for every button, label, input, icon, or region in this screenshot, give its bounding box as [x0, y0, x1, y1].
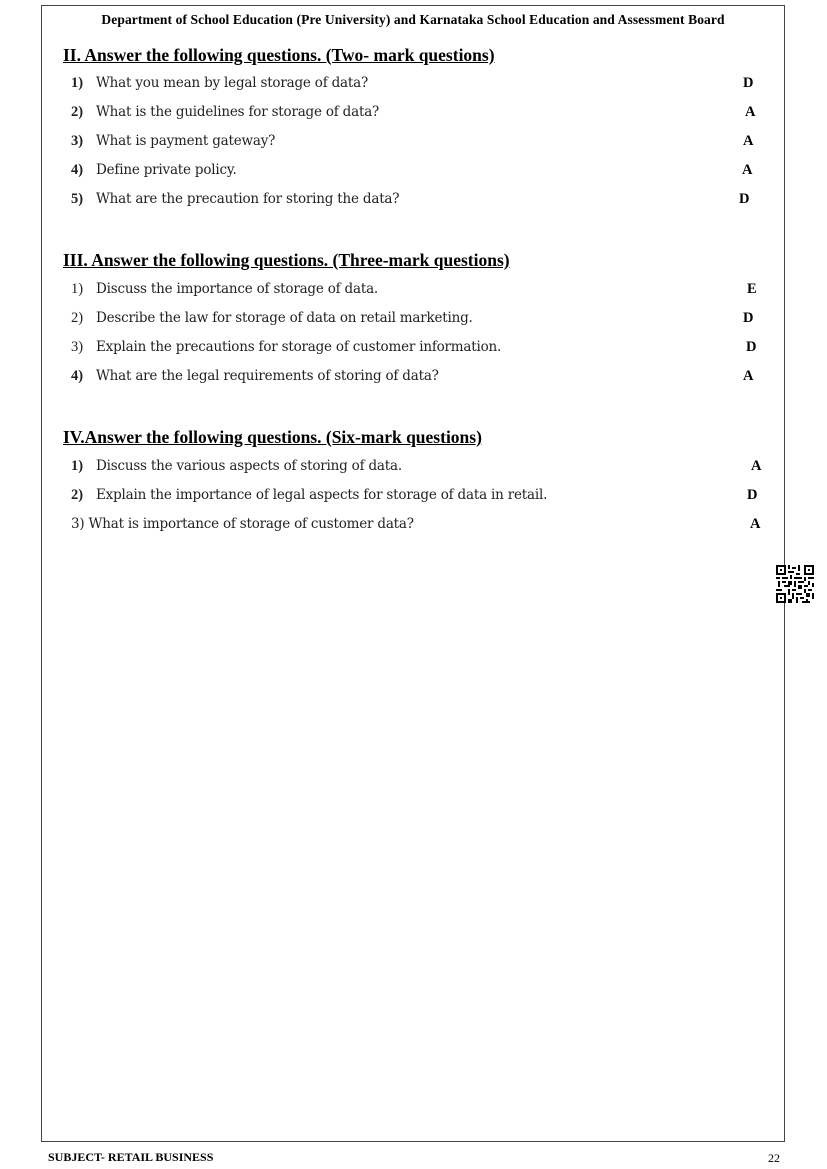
page-header: Department of School Education (Pre University) and Karnataka School Education and Assessment Board	[101, 12, 725, 27]
difficulty-level: D	[743, 75, 754, 91]
question-item	[63, 275, 762, 304]
difficulty-level: A	[750, 516, 761, 532]
difficulty-level: D	[743, 310, 754, 326]
question-text: What are the precaution for storing the data?	[96, 191, 400, 207]
difficulty-level: D	[747, 487, 758, 503]
section-six-mark	[63, 425, 762, 539]
question-item	[63, 98, 762, 127]
question-item	[63, 185, 762, 214]
difficulty-level: A	[742, 162, 753, 178]
question-number: 1)	[71, 75, 84, 91]
question-text: What you mean by legal storage of data?	[96, 75, 368, 91]
section-title: IV.Answer the following questions. (Six-mark questions)	[63, 427, 482, 447]
question-text: What is payment gateway?	[96, 133, 276, 149]
section-title: III. Answer the following questions. (Three-mark questions)	[63, 250, 510, 270]
question-number: 2)	[71, 104, 84, 120]
question-number: 1)	[71, 458, 84, 474]
page-number: 22	[768, 1151, 780, 1165]
question-item	[63, 333, 762, 362]
difficulty-level: A	[743, 368, 754, 384]
question-item	[63, 156, 762, 185]
question-item	[63, 510, 762, 539]
section-three-mark	[63, 248, 762, 391]
difficulty-level: A	[743, 133, 754, 149]
question-number: 3)	[71, 133, 84, 149]
question-text: What is the guidelines for storage of data?	[96, 104, 380, 120]
section-two-mark	[63, 43, 762, 214]
question-number: 4)	[71, 162, 84, 178]
page-frame	[41, 5, 785, 1142]
difficulty-level: A	[751, 458, 762, 474]
question-number: 1)	[71, 281, 84, 297]
question-number: 4)	[71, 368, 84, 384]
section-title: II. Answer the following questions. (Two- mark questions)	[63, 45, 495, 65]
question-text: What are the legal requirements of storing of data?	[96, 368, 439, 384]
question-text: Discuss the various aspects of storing of data.	[96, 458, 402, 474]
question-item	[63, 69, 762, 98]
question-item	[63, 481, 762, 510]
question-text: Discuss the importance of storage of data.	[96, 281, 379, 297]
question-text: Describe the law for storage of data on retail marketing.	[96, 310, 473, 326]
difficulty-level: A	[745, 104, 756, 120]
question-item	[63, 304, 762, 333]
question-number: 3)	[71, 339, 84, 355]
difficulty-level: D	[746, 339, 757, 355]
question-item	[63, 127, 762, 156]
question-number: 2)	[71, 310, 84, 326]
footer-subject: SUBJECT- RETAIL BUSINESS	[48, 1150, 214, 1164]
qr-code-icon	[776, 565, 814, 603]
question-number: 5)	[71, 191, 84, 207]
question-text: Explain the precautions for storage of customer information.	[96, 339, 502, 355]
question-number: 2)	[71, 487, 84, 503]
difficulty-level: E	[747, 281, 757, 297]
question-text: Define private policy.	[96, 162, 237, 178]
question-text: Explain the importance of legal aspects for storage of data in retail.	[96, 487, 548, 503]
difficulty-level: D	[739, 191, 750, 207]
question-item	[63, 362, 762, 391]
question-item	[63, 452, 762, 481]
question-text: 3) What is importance of storage of customer data?	[71, 516, 414, 532]
